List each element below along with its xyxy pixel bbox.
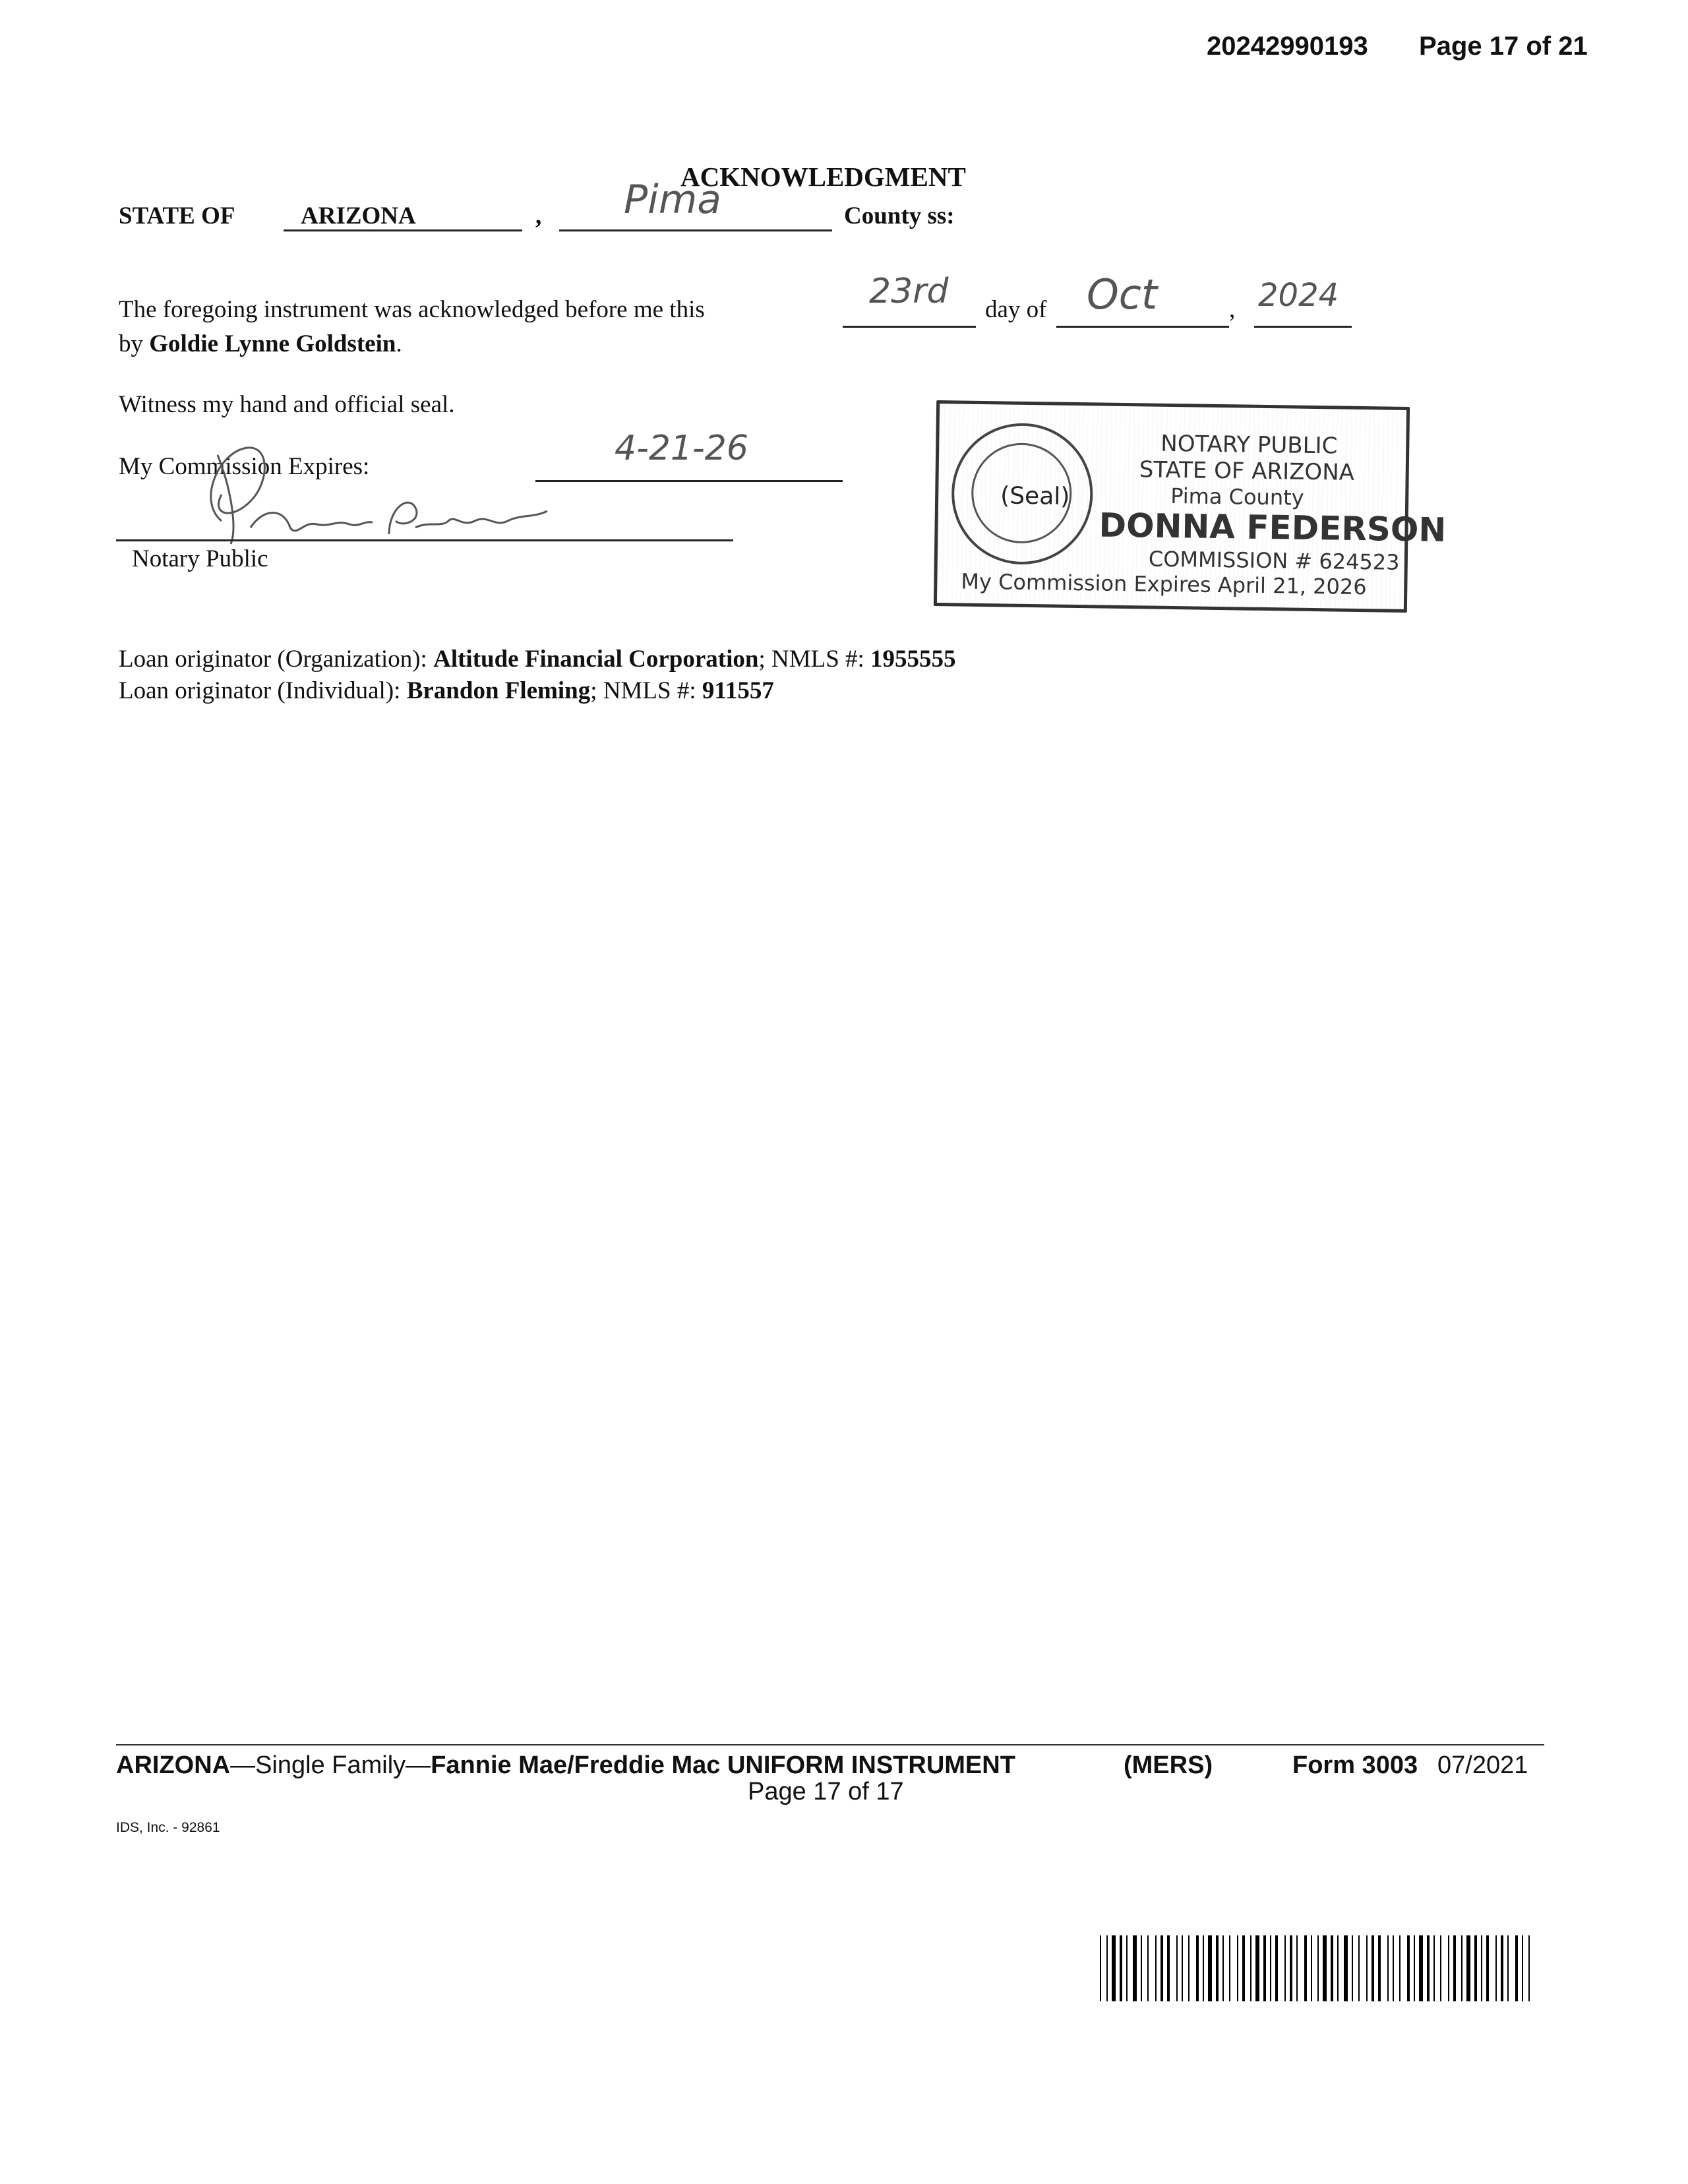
stamp-commission-number: COMMISSION # 624523 xyxy=(1148,546,1400,575)
barcode-bar xyxy=(1358,1935,1360,2001)
barcode-bar xyxy=(1323,1935,1327,2001)
barcode-bar xyxy=(1229,1935,1230,2001)
barcode-bar xyxy=(1255,1935,1259,2001)
barcode-bar xyxy=(1203,1935,1204,2001)
footer-mers: (MERS) xyxy=(1124,1751,1213,1779)
state-county-comma: , xyxy=(535,202,542,229)
barcode-bar xyxy=(1466,1935,1470,2001)
barcode-bar xyxy=(1515,1935,1518,2001)
barcode-bar xyxy=(1126,1935,1128,2001)
county-underline xyxy=(559,229,832,231)
by-prefix: by xyxy=(119,330,150,357)
barcode-bar xyxy=(1284,1935,1286,2001)
loan-originator-organization xyxy=(119,645,956,673)
barcode-bar xyxy=(1188,1935,1190,2001)
seal-label: (Seal) xyxy=(1000,482,1070,510)
acknowledgment-title: ACKNOWLEDGMENT xyxy=(680,162,966,192)
stamp-state: STATE OF ARIZONA xyxy=(1139,456,1355,486)
recording-page-label: Page 17 of 21 xyxy=(1419,32,1588,61)
barcode-bar xyxy=(1112,1935,1116,2001)
footer-form: Form 3003 xyxy=(1292,1751,1418,1779)
barcode-bar xyxy=(1344,1935,1348,2001)
notary-stamp xyxy=(934,400,1447,613)
barcode-bar xyxy=(1304,1935,1307,2001)
county-label: County ss: xyxy=(844,202,955,229)
ind-label: Loan originator (Individual): xyxy=(119,677,407,704)
barcode-bar xyxy=(1237,1935,1238,2001)
barcode-bar xyxy=(1407,1935,1410,2001)
notary-signature-line xyxy=(116,539,733,541)
ind-nmls-label: ; NMLS #: xyxy=(590,677,702,704)
barcode-bar xyxy=(1317,1935,1319,2001)
barcode-bar xyxy=(1495,1935,1497,2001)
commission-label: My Commission Expires: xyxy=(119,453,370,480)
barcode-bar xyxy=(1378,1935,1381,2001)
barcode-bar xyxy=(1147,1935,1149,2001)
barcode-bar xyxy=(1474,1935,1477,2001)
year-handwritten: 2024 xyxy=(1258,277,1339,314)
barcode-bar xyxy=(1461,1935,1462,2001)
footer-single-family: —Single Family— xyxy=(230,1751,431,1779)
stamp-notary-public: NOTARY PUBLIC xyxy=(1160,430,1338,460)
barcode-bar xyxy=(1270,1935,1271,2001)
footer-page: Page 17 of 17 xyxy=(748,1778,904,1805)
barcode-bar xyxy=(1141,1935,1142,2001)
barcode-bar xyxy=(1399,1935,1401,2001)
stamp-county: Pima County xyxy=(1170,483,1304,510)
notary-public-label: Notary Public xyxy=(132,545,268,572)
year-underline xyxy=(1254,326,1352,328)
barcode-bar xyxy=(1331,1935,1333,2001)
barcode-bar xyxy=(1176,1935,1178,2001)
by-name: Goldie Lynne Goldstein xyxy=(149,330,396,357)
barcode-bar xyxy=(1106,1935,1108,2001)
barcode-bar xyxy=(1528,1935,1530,2001)
footer-form-date: 07/2021 xyxy=(1437,1751,1528,1779)
org-label: Loan originator (Organization): xyxy=(119,646,434,673)
barcode-bar xyxy=(1372,1935,1374,2001)
witness-text: Witness my hand and official seal. xyxy=(119,391,455,418)
footer-uniform-instrument: Fannie Mae/Freddie Mac UNIFORM INSTRUMENT xyxy=(431,1751,1015,1779)
barcode-bar xyxy=(1337,1935,1339,2001)
barcode-bar xyxy=(1100,1935,1101,2001)
org-nmls: 1955555 xyxy=(870,646,956,673)
state-label: STATE OF xyxy=(119,202,235,229)
barcode-bar xyxy=(1522,1935,1523,2001)
barcode-bar xyxy=(1352,1935,1353,2001)
footer-state: ARIZONA xyxy=(116,1751,231,1779)
recording-number: 20242990193 xyxy=(1207,32,1368,61)
state-seal-icon xyxy=(951,422,1094,565)
day-handwritten: 23rd xyxy=(869,272,949,311)
barcode-bar xyxy=(1507,1935,1509,2001)
barcode-bar xyxy=(1133,1935,1137,2001)
barcode-bar xyxy=(1216,1935,1219,2001)
barcode-bar xyxy=(1433,1935,1435,2001)
org-name: Altitude Financial Corporation xyxy=(433,646,759,673)
barcode-bar xyxy=(1393,1935,1394,2001)
ind-nmls: 911557 xyxy=(702,677,774,704)
barcode-bar xyxy=(1427,1935,1430,2001)
acknowledged-by xyxy=(119,330,402,358)
barcode-bar xyxy=(1290,1935,1292,2001)
barcode-bar xyxy=(1208,1935,1212,2001)
barcode-bar xyxy=(1366,1935,1368,2001)
barcode-bar xyxy=(1486,1935,1489,2001)
barcode-bar xyxy=(1242,1935,1245,2001)
date-comma: , xyxy=(1229,296,1236,323)
barcode-bar xyxy=(1448,1935,1449,2001)
loan-originator-individual xyxy=(119,677,774,705)
by-suffix: . xyxy=(396,330,402,357)
barcode-bar xyxy=(1275,1935,1278,2001)
state-value: ARIZONA xyxy=(301,202,416,229)
state-underline xyxy=(284,229,522,231)
barcode-bar xyxy=(1263,1935,1266,2001)
barcode-bar xyxy=(1222,1935,1224,2001)
county-handwritten: Pima xyxy=(624,177,722,223)
barcode-bar xyxy=(1440,1935,1441,2001)
barcode-bar xyxy=(1296,1935,1298,2001)
barcode-bar xyxy=(1419,1935,1423,2001)
barcode-bar xyxy=(1311,1935,1312,2001)
ind-name: Brandon Fleming xyxy=(406,677,591,704)
day-underline xyxy=(843,326,976,328)
barcode-bar xyxy=(1481,1935,1482,2001)
org-nmls-label: ; NMLS #: xyxy=(758,646,871,673)
commission-handwritten: 4-21-26 xyxy=(615,429,748,468)
barcode-bar xyxy=(1167,1935,1170,2001)
barcode-bar xyxy=(1414,1935,1415,2001)
notary-signature xyxy=(191,429,600,554)
footer-instrument xyxy=(116,1751,1015,1780)
day-of-label: day of xyxy=(985,296,1047,323)
month-handwritten: Oct xyxy=(1087,270,1158,318)
barcode-bar xyxy=(1387,1935,1389,2001)
stamp-commission-expires: My Commission Expires April 21, 2026 xyxy=(961,568,1367,600)
barcode-bar xyxy=(1453,1935,1456,2001)
barcode-bar xyxy=(1155,1935,1157,2001)
instrument-text: The foregoing instrument was acknowledged before me this xyxy=(119,296,705,323)
footer-ids: IDS, Inc. - 92861 xyxy=(116,1820,220,1835)
barcode-bar xyxy=(1501,1935,1503,2001)
month-underline xyxy=(1056,326,1229,328)
barcode-bar xyxy=(1120,1935,1122,2001)
barcode-bar xyxy=(1160,1935,1163,2001)
barcode-bar xyxy=(1250,1935,1251,2001)
barcode-bar xyxy=(1196,1935,1199,2001)
barcode xyxy=(1100,1935,1532,2001)
footer-rule xyxy=(116,1744,1544,1745)
stamp-notary-name: DONNA FEDERSON xyxy=(1099,506,1447,549)
barcode-bar xyxy=(1182,1935,1183,2001)
